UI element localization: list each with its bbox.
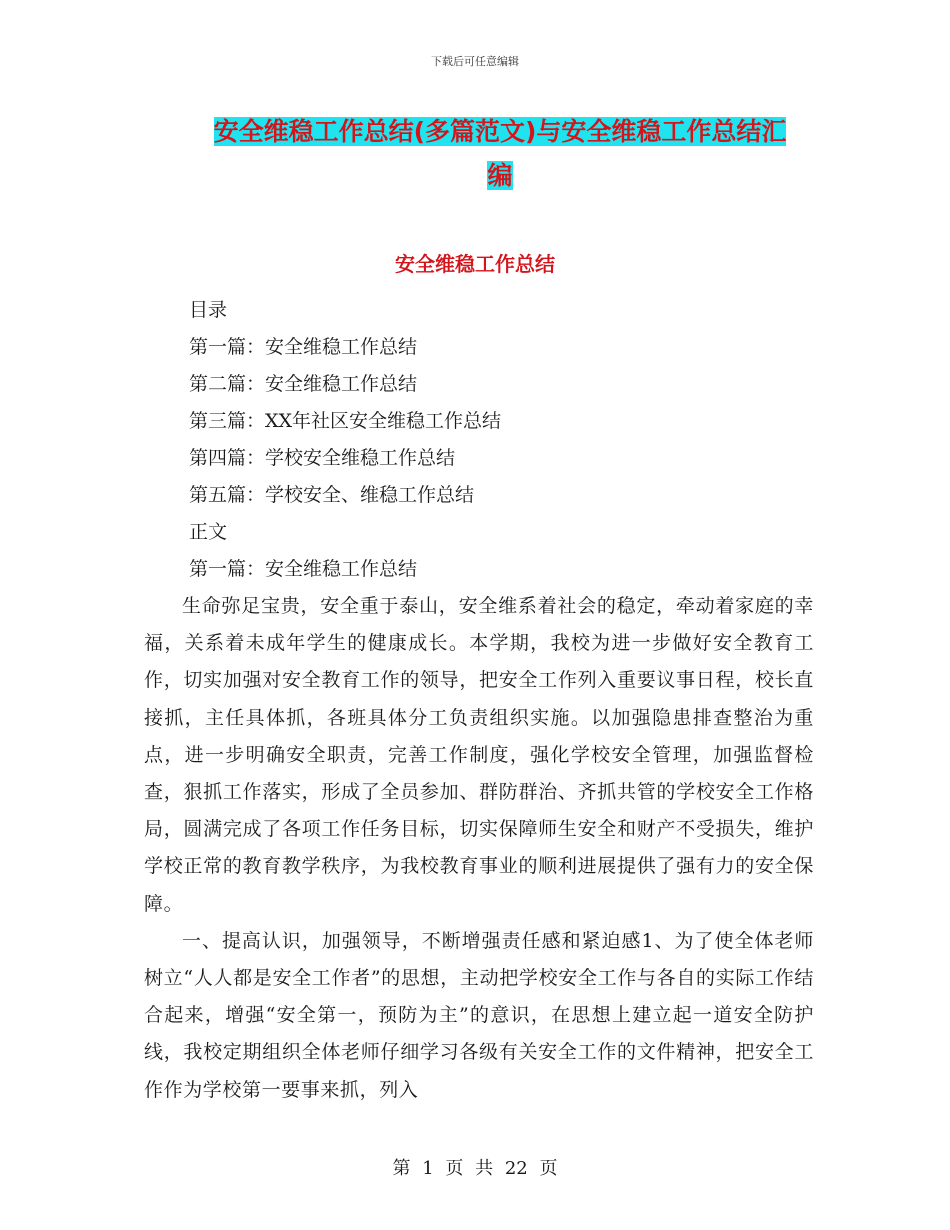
toc-item: 第五篇：学校安全、维稳工作总结 <box>189 484 475 506</box>
toc-heading: 目录 <box>189 299 228 321</box>
document-title-line-1: 安全维稳工作总结(多篇范文)与安全维稳工作总结汇 <box>213 117 787 146</box>
article-heading: 第一篇：安全维稳工作总结 <box>189 558 418 580</box>
body-text <box>144 588 814 1109</box>
body-heading: 正文 <box>189 521 228 543</box>
toc-item: 第二篇：安全维稳工作总结 <box>189 373 418 395</box>
page-number: 第 1 页 共 22 页 <box>392 1158 558 1179</box>
table-of-contents <box>189 292 829 588</box>
document-title <box>150 110 850 198</box>
toc-item: 第四篇：学校安全维稳工作总结 <box>189 447 456 469</box>
page-header-note: 下载后可任意编辑 <box>431 55 519 68</box>
toc-item: 第一篇：安全维稳工作总结 <box>189 336 418 358</box>
toc-item: 第三篇：XX年社区安全维稳工作总结 <box>189 410 502 432</box>
paragraph: 一、提高认识，加强领导，不断增强责任感和紧迫感1、为了使全体老师树立“人人都是安全工作者”的思想，主动把学校安全工作与各自的实际工作结合起来，增强“安全第一，预防为主”的意识，在思想上建立起一道安全防护线，我校定期组织全体老师仔细学习各级有关安全工作的文件精神，把安全工作作为学校第一要事来抓，列入 <box>144 929 814 1101</box>
document-title-line-2: 编 <box>487 161 513 190</box>
section-title: 安全维稳工作总结 <box>395 252 555 276</box>
paragraph: 生命弥足宝贵，安全重于泰山，安全维系着社会的稳定，牵动着家庭的幸福，关系着未成年学生的健康成长。本学期，我校为进一步做好安全教育工作，切实加强对安全教育工作的领导，把安全工作列入重要议事日程，校长直接抓，主任具体抓，各班具体分工负责组织实施。以加强隐患排查整治为重点，进一步明确安全职责，完善工作制度，强化学校安全管理，加强监督检查，狠抓工作落实，形成了全员参加、群防群治、齐抓共管的学校安全工作格局，圆满完成了各项工作任务目标，切实保障师生安全和财产不受损失，维护学校正常的教育教学秩序，为我校教育事业的顺利进展提供了强有力的安全保障。 <box>144 595 814 915</box>
